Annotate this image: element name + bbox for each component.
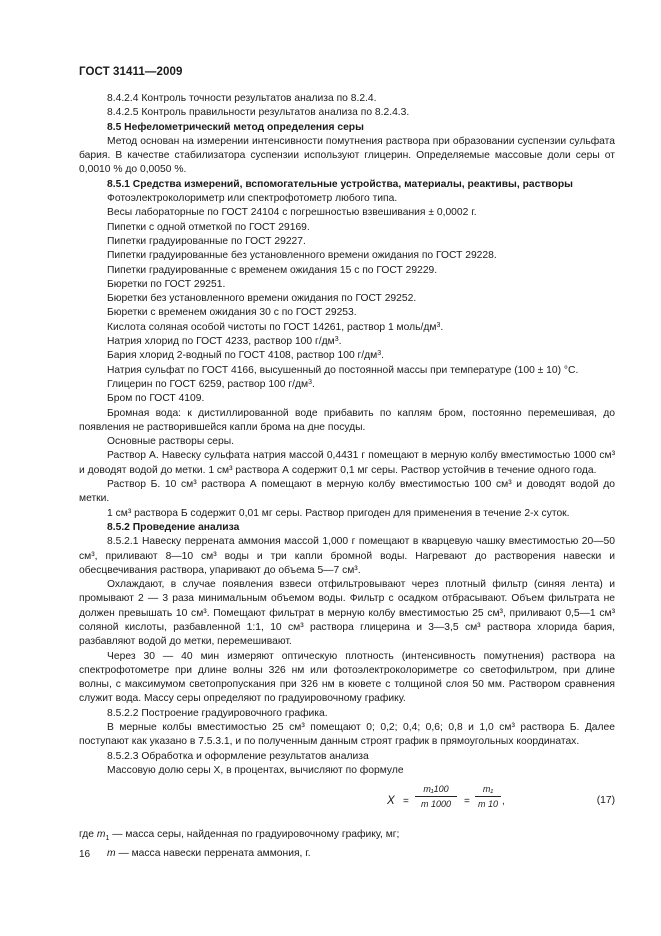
where-line-1: где $m_1$ — масса серы, найденная по градуировочному графику, мг;	[79, 829, 400, 843]
formula-equals: =	[464, 796, 470, 808]
formula-fraction-1	[415, 784, 457, 810]
list-item: Бюретки по ГОСТ 29251.	[107, 278, 226, 290]
method-description: Метод основан на измерении интенсивности помутнения раствора при образовании суспензии сульфата бария. В качестве стабилизатора суспензии используют глицерин. Определяемые массовые доли серы от 0,0010 % до 0,0050 %.	[79, 135, 615, 176]
fraction-1-denominator: m 1000	[420, 799, 452, 810]
standard-header: ГОСТ 31411—2009	[79, 66, 183, 78]
superscript: 3	[377, 350, 382, 358]
cooling-filtering-text: Охлаждают, в случае появления взвеси отфильтровывают через плотный фильтр (синяя лента) и промывают 2 — 3 раза минимальным объемом воды. Фильтр с осадком отбрасывают. Объем фильтрата не должен превышать 10 см³. Помещают фильтрат в мерную колбу вместимостью 25 см³, приливают 0,5—1 см³ соляной кислоты, разбавленной 1:1, 10 см³ раствора глицерина и 3—3,5 см³ раствора хлорида бария, разбавляют водой до метки, перемешивают.	[79, 579, 615, 648]
list-item	[79, 349, 615, 363]
list-item	[79, 378, 615, 392]
superscript: 3	[334, 336, 339, 344]
list-item-end: .	[381, 350, 385, 362]
fraction-2-numerator: m₁	[475, 784, 501, 797]
formula-number: (17)	[596, 795, 615, 807]
where-line-2: m — масса навески перрената аммония, г.	[107, 847, 311, 859]
calibration-text: В мерные колбы вместимостью 25 см³ помещают 0; 0,2; 0,4; 0,6; 0,8 и 1,0 см³ раствора Б. Далее поступают как указано в 7.5.3.1, и по полученным данным строят график в прямоугольных координатах.	[79, 722, 615, 748]
superscript: 3	[308, 378, 312, 386]
list-item	[79, 335, 615, 349]
list-item: Весы лабораторные по ГОСТ 24104 с погрешностью взвешивания ± 0,0002 г.	[107, 207, 477, 219]
clause-8-5-2-3: 8.5.2.3 Обработка и оформление результатов анализа	[107, 750, 369, 762]
superscript: 3	[436, 321, 441, 329]
list-item: Пипетки с одной отметкой по ГОСТ 29169.	[107, 221, 310, 233]
list-item-text: Глицерин по ГОСТ 6259, раствор 100 г/дм	[107, 378, 309, 390]
list-item-end: .	[311, 378, 315, 390]
solution-a-text: Раствор А. Навеску сульфата натрия массой 0,4431 г помещают в мерную колбу вместимостью 1000 см³ и доводят водой до метки. 1 см³ раствора А содержит 0,1 мг серы. Раствор устойчив в течение одного года.	[79, 450, 615, 476]
formula-equals: =	[403, 796, 409, 808]
clause-8-4-2-4: 8.4.2.4 Контроль точности результатов анализа по 8.2.4.	[107, 93, 377, 104]
clause-8-5-2-2: 8.5.2.2 Построение градуировочного графика.	[107, 707, 328, 719]
solution-b-note: 1 см³ раствора Б содержит 0,01 мг серы. Раствор пригоден для применения в течение 2-х суток.	[107, 507, 570, 519]
section-8-5-2-heading: 8.5.2 Проведение анализа	[107, 521, 240, 533]
list-item: Пипетки градуированные с временем ожидания 15 с по ГОСТ 29229.	[107, 264, 438, 276]
formula-lhs: X	[387, 795, 395, 808]
list-item-text: Кислота соляная особой чистоты по ГОСТ 14261, раствор 1 моль/дм	[107, 321, 437, 333]
section-8-5-heading: 8.5 Нефелометрический метод определения серы	[107, 121, 364, 133]
page-number: 16	[79, 849, 91, 860]
list-item: Бром по ГОСТ 4109.	[107, 393, 205, 405]
list-item: Пипетки градуированные по ГОСТ 29227.	[107, 235, 306, 247]
list-item-end: .	[440, 321, 444, 333]
bromine-water-text: Бромная вода: к дистиллированной воде прибавить по каплям бром, постоянно перемешивая, до появления не растворившейся капли брома на дне посуды.	[79, 407, 615, 433]
formula-17: X = $\frac{\text{m₁100}}{m 1000}$ = $\frac{\text{m₁}}{m 10}$ , (17)	[387, 784, 615, 810]
section-8-5-1-heading: 8.5.1 Средства измерений, вспомогательные устройства, материалы, реактивы, растворы	[107, 178, 573, 190]
formula-intro: Массовую долю серы X, в процентах, вычисляют по формуле	[107, 764, 404, 776]
list-item: Фотоэлектроколориметр или спектрофотометр любого типа.	[107, 193, 398, 205]
list-item: Пипетки градуированные без установленного времени ожидания по ГОСТ 29228.	[107, 250, 497, 262]
list-item-text: Бария хлорид 2-водный по ГОСТ 4108, раствор 100 г/дм	[107, 350, 378, 362]
solution-b-text: Раствор Б. 10 см³ раствора А помещают в мерную колбу вместимостью 100 см³ и доводят водой до метки.	[79, 479, 615, 505]
clause-8-4-2-5: 8.4.2.5 Контроль правильности результатов анализа по 8.2.4.3.	[107, 107, 410, 119]
variable-m: m	[107, 847, 116, 859]
variable-m1: m	[96, 829, 106, 841]
base-solutions-label: Основные растворы серы.	[107, 436, 234, 448]
formula-fraction-2	[475, 784, 501, 810]
document-body	[79, 92, 615, 861]
list-item-text: Натрия хлорид по ГОСТ 4233, раствор 100 г/дм	[107, 336, 335, 348]
measurement-text: Через 30 — 40 мин измеряют оптическую плотность (интенсивность помутнения) раствора на спектрофотометре при длине волны 326 нм или фотоэлектроколориметре со светофильтром, при длине волны, с максимумом светопропускания при 326 нм в кювете с толщиной слоя 50 мм. Раствором сравнения служит вода. Массу серы определяют по градуировочному графику.	[79, 650, 615, 705]
fraction-2-denominator: m 10	[477, 799, 498, 810]
list-item: Натрия сульфат по ГОСТ 4166, высушенный до постоянной массы при температуре (100 ± 10) °С.	[107, 364, 579, 376]
list-item-end: .	[338, 336, 342, 348]
list-item	[79, 321, 615, 335]
fraction-1-numerator: m₁100	[415, 784, 457, 797]
list-item: Бюретки с временем ожидания 30 с по ГОСТ 29253.	[107, 307, 357, 319]
list-item: Бюретки без установленного времени ожидания по ГОСТ 29252.	[107, 293, 417, 305]
clause-8-5-2-1: 8.5.2.1 Навеску перрената аммония массой 1,000 г помещают в кварцевую чашку вместимостью 20—50 см³, приливают 8—10 см³ воды и три капли бромной воды. Нагревают до растворения навески и обесцвечивания раствора, упаривают до объема 5—7 см³.	[79, 536, 615, 576]
